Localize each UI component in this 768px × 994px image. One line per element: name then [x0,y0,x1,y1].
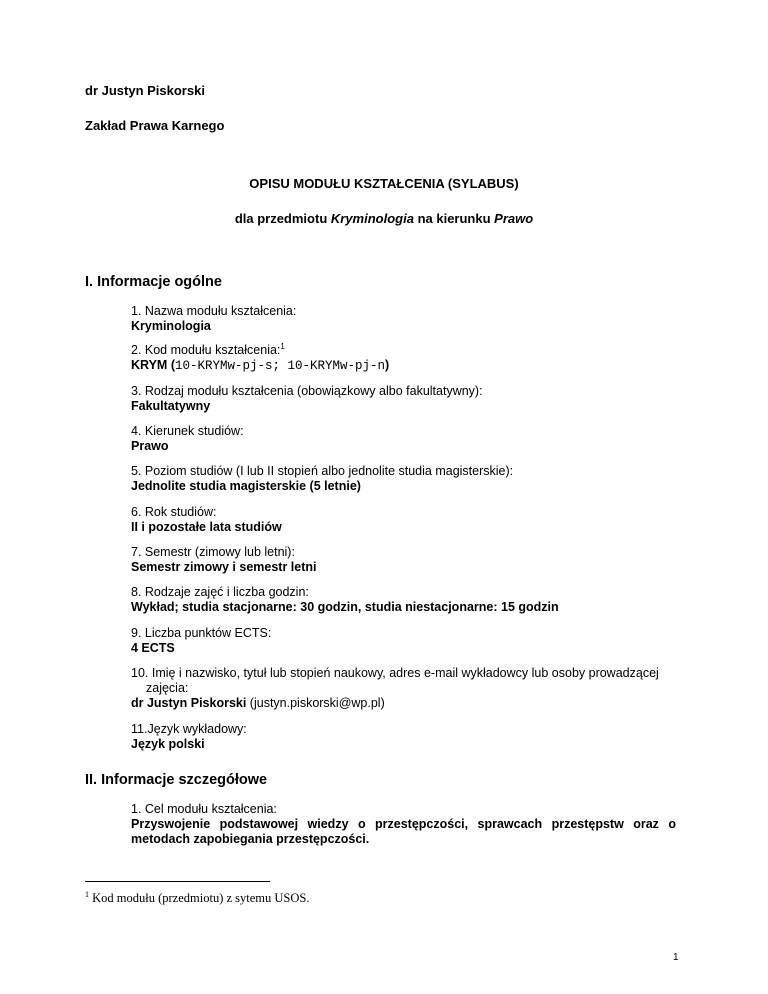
list-item: 4. Kierunek studiów: Prawo [131,424,244,453]
document-subtitle: dla przedmiotu Kryminologia na kierunku Prawo [234,211,534,226]
footnote-divider [85,881,270,882]
list-item: 9. Liczba punktów ECTS: 4 ECTS [131,626,272,655]
module-code: 10-KRYMw-pj-s; 10-KRYMw-pj-n [174,359,386,374]
footnote: $^1$ Kod modułu (przedmiotu) z sytemu USOS. [85,890,310,906]
section-heading-details: II. Informacje szczegółowe [85,772,268,788]
list-item: 8. Rodzaje zajęć i liczba godzin: Wykład; studia stacjonarne: 30 godzin, studia niestacjonarne: 15 godzin [131,585,559,614]
department-name: Zakład Prawa Karnego [85,118,225,133]
list-item: 5. Poziom studiów (I lub II stopień albo jednolite studia magisterskie): Jednolite studia magisterskie (5 letnie) [131,464,514,493]
document-title: OPISU MODUŁU KSZTAŁCENIA (SYLABUS) [249,176,519,191]
footnote-ref: 1 [280,342,285,351]
list-item: 1. Cel modułu kształcenia: Przyswojenie podstawowej wiedzy o przestępczości, sprawcach przestępstw oraz o metodach zapobiegania przestępczości. [131,802,676,846]
section-heading-general: I. Informacje ogólne [85,274,222,290]
list-item: 6. Rok studiów: II i pozostałe lata studiów [131,505,282,534]
list-item: 10. Imię i nazwisko, tytuł lub stopień naukowy, adres e-mail wykładowcy lub osoby prowadzącej zajęcia: dr Justyn Piskorski (justyn.piskorski@wp.pl) [131,666,659,710]
list-item: 1. Nazwa modułu kształcenia: Kryminologia [131,304,297,333]
page-number: 1 [673,952,679,963]
list-item: 2. Kod modułu kształcenia:$^1$ KRYM (10-KRYMw-pj-s; 10-KRYMw-pj-n) [131,342,390,374]
list-item: 3. Rodzaj modułu kształcenia (obowiązkowy albo fakultatywny): Fakultatywny [131,384,483,413]
author-name: dr Justyn Piskorski [85,83,205,98]
list-item: 7. Semestr (zimowy lub letni): Semestr zimowy i semestr letni [131,545,317,574]
list-item: 11.Język wykładowy: Język polski [131,722,247,751]
